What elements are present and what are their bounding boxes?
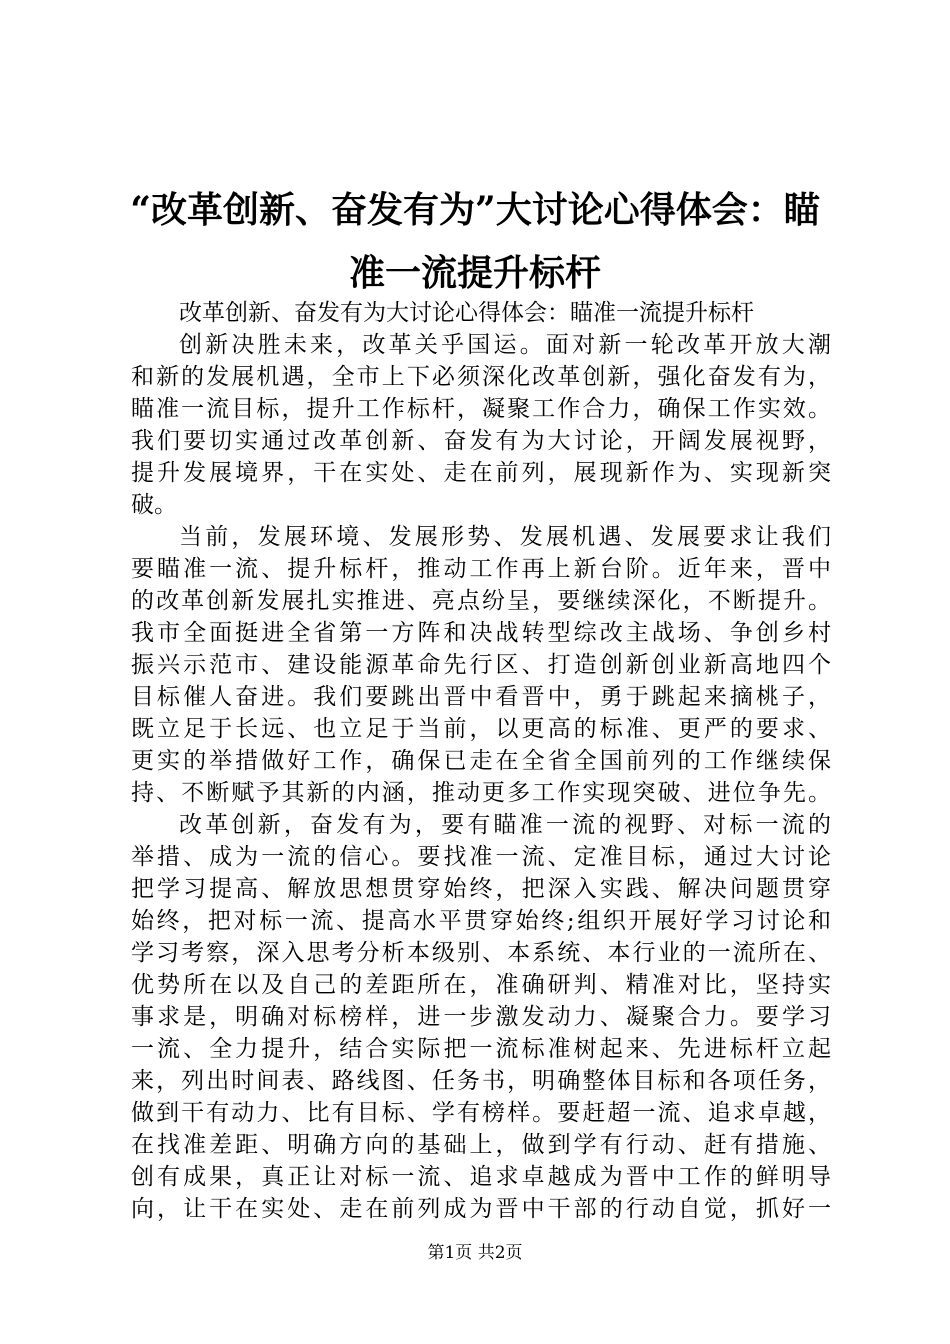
body-line: 目标催人奋进。我们要跳出晋中看晋中，勇于跳起来摘桃子， (131, 684, 831, 710)
body-line: 要瞄准一流、提升标杆，推动工作再上新台阶。近年来，晋中 (131, 556, 831, 582)
body-line: 做到干有动力、比有目标、学有榜样。要赶超一流、追求卓越， (131, 1100, 831, 1126)
document-title-line-2: 准一流提升标杆 (348, 252, 601, 294)
body-line: 我市全面挺进全省第一方阵和决战转型综改主战场、争创乡村 (131, 620, 831, 646)
body-line: 破。 (131, 492, 177, 518)
document-title-line-1: “改革创新、奋发有为”大讨论心得体会：瞄 (130, 189, 820, 231)
body-line: 事求是，明确对标榜样，进一步激发动力、凝聚合力。要学习 (131, 1004, 831, 1030)
page-number-footer: 第1页 共2页 (427, 1243, 523, 1263)
body-line: 既立足于长远、也立足于当前，以更高的标准、更严的要求、 (131, 716, 831, 742)
body-line: 在找准差距、明确方向的基础上，做到学有行动、赶有措施、 (131, 1132, 831, 1158)
body-line: 创有成果，真正让对标一流、追求卓越成为晋中工作的鲜明导 (131, 1164, 831, 1190)
body-line: 一流、全力提升，结合实际把一流标准树起来、先进标杆立起 (131, 1036, 831, 1062)
body-line: 向，让干在实处、走在前列成为晋中干部的行动自觉，抓好一 (131, 1196, 831, 1222)
body-line: 的改革创新发展扎实推进、亮点纷呈，要继续深化，不断提升。 (131, 588, 831, 614)
body-line: 来，列出时间表、路线图、任务书，明确整体目标和各项任务， (131, 1068, 831, 1094)
body-line: 改革创新、奋发有为大讨论心得体会：瞄准一流提升标杆 (179, 300, 754, 326)
body-line: 当前，发展环境、发展形势、发展机遇、发展要求让我们 (179, 524, 831, 550)
body-line: 把学习提高、解放思想贯穿始终，把深入实践、解决问题贯穿 (131, 876, 831, 902)
document-body (131, 297, 831, 1225)
body-line: 始终，把对标一流、提高水平贯穿始终;组织开展好学习讨论和 (131, 908, 831, 934)
body-line: 改革创新，奋发有为，要有瞄准一流的视野、对标一流的 (179, 812, 831, 838)
body-line: 优势所在以及自己的差距所在，准确研判、精准对比，坚持实 (131, 972, 831, 998)
body-line: 瞄准一流目标，提升工作标杆，凝聚工作合力，确保工作实效。 (131, 396, 831, 422)
body-line: 振兴示范市、建设能源革命先行区、打造创新创业新高地四个 (131, 652, 831, 678)
body-line: 和新的发展机遇，全市上下必须深化改革创新，强化奋发有为， (131, 364, 831, 390)
body-line: 更实的举措做好工作，确保已走在全省全国前列的工作继续保 (131, 748, 831, 774)
body-line: 举措、成为一流的信心。要找准一流、定准目标，通过大讨论 (131, 844, 831, 870)
body-line: 持、不断赋予其新的内涵，推动更多工作实现突破、进位争先。 (131, 780, 831, 806)
body-line: 学习考察，深入思考分析本级别、本系统、本行业的一流所在、 (131, 940, 831, 966)
body-line: 提升发展境界，干在实处、走在前列，展现新作为、实现新突 (131, 460, 831, 486)
body-line: 创新决胜未来，改革关乎国运。面对新一轮改革开放大潮 (179, 332, 831, 358)
body-line: 我们要切实通过改革创新、奋发有为大讨论，开阔发展视野， (131, 428, 831, 454)
